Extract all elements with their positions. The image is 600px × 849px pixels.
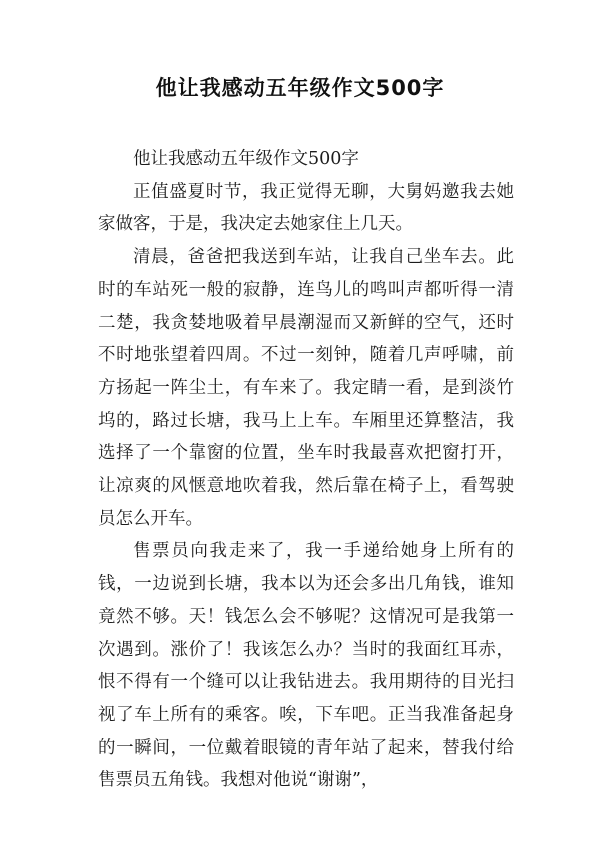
paragraph: 正值盛夏时节，我正觉得无聊，大舅妈邀我去她家做客，于是，我决定去她家住上几天。 <box>98 181 514 235</box>
document-title: 他让我感动五年级作文500字 <box>155 76 445 100</box>
paragraph: 清晨，爸爸把我送到车站，让我自己坐车去。此时的车站死一般的寂静，连鸟儿的鸣叫声都听得一清二楚，我贪婪地吸着早晨潮湿而又新鲜的空气，还时不时地张望着四周。不过一刻钟，随着几声呼啸，前方扬起一阵尘土，有车来了。我定睛一看，是到淡竹坞的，路过长塘，我马上上车。车厢里还算整洁，我选择了一个靠窗的位置，坐车时我最喜欢把窗打开，让凉爽的风惬意地吹着我，然后靠在椅子上，看驾驶员怎么开车。 <box>98 247 514 529</box>
document-subtitle: 他让我感动五年级作文500字 <box>133 149 359 169</box>
paragraph: 售票员向我走来了，我一手递给她身上所有的钱，一边说到长塘，我本以为还会多出几角钱，谁知竟然不够。天！钱怎么会不够呢？这情况可是我第一次遇到。涨价了！我该怎么办？当时的我面红耳赤，恨不得有一个缝可以让我钻进去。我用期待的目光扫视了车上所有的乘客。唉，下车吧。正当我准备起身的一瞬间，一位戴着眼镜的青年站了起来，替我付给售票员五角钱。我想对他说“谢谢”， <box>98 541 514 791</box>
document-body <box>98 143 514 797</box>
